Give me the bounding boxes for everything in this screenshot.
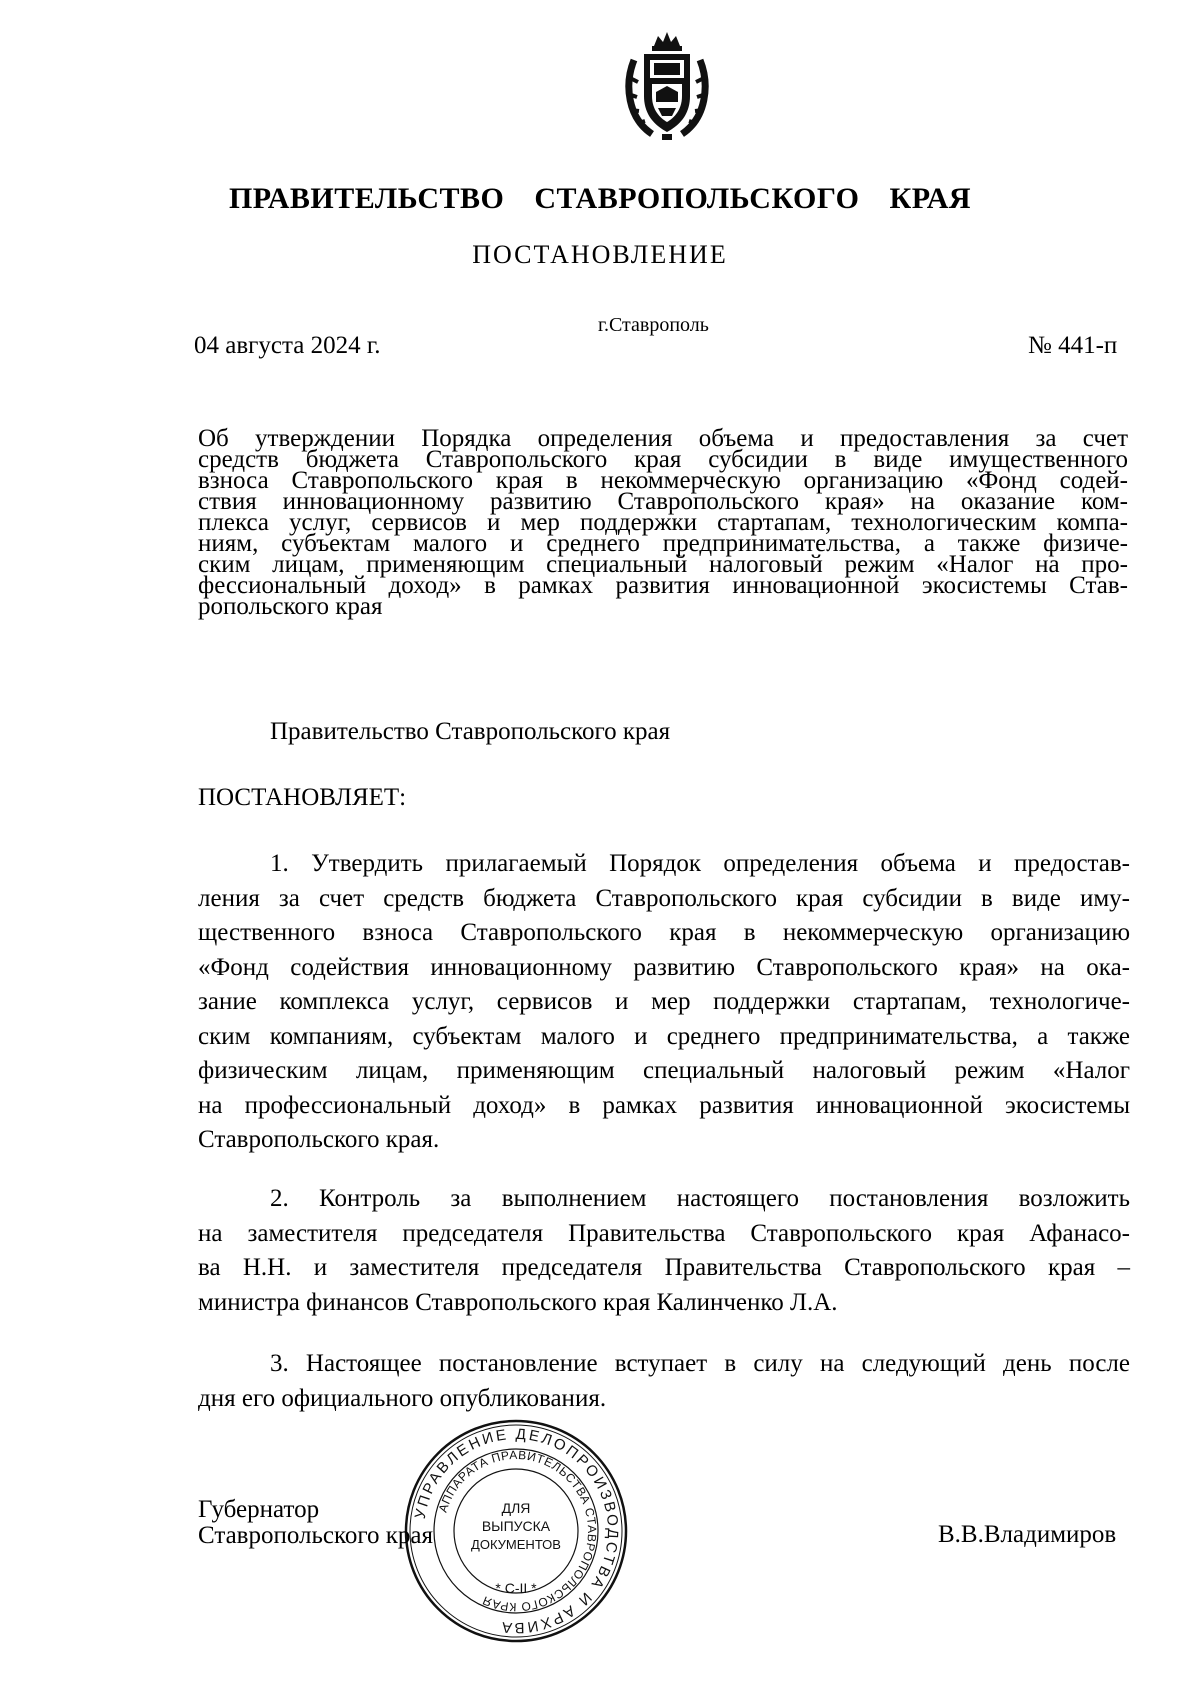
paragraph-3	[198, 1347, 1130, 1416]
paragraph-1	[198, 847, 1130, 1158]
subject-line: ствия инновационному развитию Ставропольского края» на оказание ком-	[198, 488, 1128, 515]
stamp-outer-text: УПРАВЛЕНИЕ ДЕЛОПРОИЗВОДСТВА И АРХИВА	[411, 1425, 622, 1637]
subject-line: фессиональный доход» в рамках развития инновационной экосистемы Став-	[198, 572, 1128, 599]
stamp-center-line: ДЛЯ	[501, 1500, 531, 1516]
paragraph-line: ления за счет средств бюджета Ставропольского края субсидии в виде иму-	[198, 884, 1130, 912]
signatory-title-line: Ставропольского края	[198, 1522, 433, 1549]
coat-of-arms-icon	[622, 30, 712, 142]
stamp-center-line: ВЫПУСКА	[481, 1518, 551, 1534]
issuing-authority: Правительство Ставропольского края	[270, 718, 671, 745]
official-stamp	[400, 1415, 632, 1647]
city: г.Ставрополь	[598, 314, 709, 336]
paragraph-line: ским компаниям, субъектам малого и среднего предпринимательства, а также	[198, 1022, 1130, 1050]
stamp-inner-text: АППАРАТА ПРАВИТЕЛЬСТВА СТАВРОПОЛЬСКОГО КРАЯ	[435, 1447, 600, 1615]
document-subject	[198, 425, 1128, 620]
paragraph-line: на заместителя председателя Правительства Ставропольского края Афанасо-	[198, 1219, 1130, 1247]
paragraph-line: 1. Утвердить прилагаемый Порядок определения объема и предостав-	[270, 850, 1130, 877]
government-title: ПРАВИТЕЛЬСТВО СТАВРОПОЛЬСКОГО КРАЯ	[228, 182, 972, 215]
stamp-center-line: ДОКУМЕНТОВ	[471, 1537, 561, 1552]
paragraph-line: 2. Контроль за выполнением настоящего постановления возложить	[270, 1185, 1130, 1212]
subject-line: Об утверждении Порядка определения объема и предоставления за счет	[198, 425, 1128, 452]
paragraph-line: щественного взноса Ставропольского края в некоммерческую организацию	[198, 919, 1130, 946]
paragraph-line: 3. Настоящее постановление вступает в силу на следующий день после	[270, 1350, 1130, 1377]
subject-line: ропольского края	[198, 593, 383, 620]
subject-line: ским лицам, применяющим специальный налоговый режим «Налог на про-	[198, 551, 1128, 578]
subject-line: ниям, субъектам малого и среднего предпринимательства, а также физиче-	[198, 530, 1128, 557]
subject-line: взноса Ставропольского края в некоммерческую организацию «Фонд содей-	[198, 467, 1128, 494]
decree-word: ПОСТАНОВЛЯЕТ:	[198, 784, 407, 811]
signatory-name: В.В.Владимиров	[938, 1521, 1117, 1548]
paragraph-line: «Фонд содействия инновационному развитию Ставропольского края» на ока-	[198, 953, 1130, 981]
paragraph-line: Ставропольского края.	[198, 1126, 440, 1153]
signatory-title	[198, 1497, 433, 1549]
paragraph-line: физическим лицам, применяющим специальный налоговый режим «Налог	[198, 1057, 1130, 1084]
subject-line: средств бюджета Ставропольского края субсидии в виде имущественного	[198, 446, 1128, 473]
document-date: 04 августа 2024 г.	[194, 332, 381, 359]
subject-line: плекса услуг, сервисов и мер поддержки стартапам, технологическим компа-	[198, 509, 1128, 536]
paragraph-line: министра финансов Ставропольского края Калинченко Л.А.	[198, 1288, 838, 1316]
paragraph-2	[198, 1182, 1130, 1320]
stamp-code: * С-II *	[495, 1580, 537, 1596]
paragraph-line: на профессиональный доход» в рамках развития инновационной экосистемы	[198, 1091, 1130, 1119]
paragraph-line: дня его официального опубликования.	[198, 1384, 607, 1412]
document-number: № 441-п	[1028, 332, 1118, 359]
document-type: ПОСТАНОВЛЕНИЕ	[472, 240, 728, 269]
paragraph-line: ва Н.Н. и заместителя председателя Правительства Ставропольского края –	[198, 1254, 1130, 1281]
paragraph-line: зание комплекса услуг, сервисов и мер поддержки стартапам, технологиче-	[198, 988, 1130, 1015]
signatory-title-line: Губернатор	[198, 1496, 320, 1523]
